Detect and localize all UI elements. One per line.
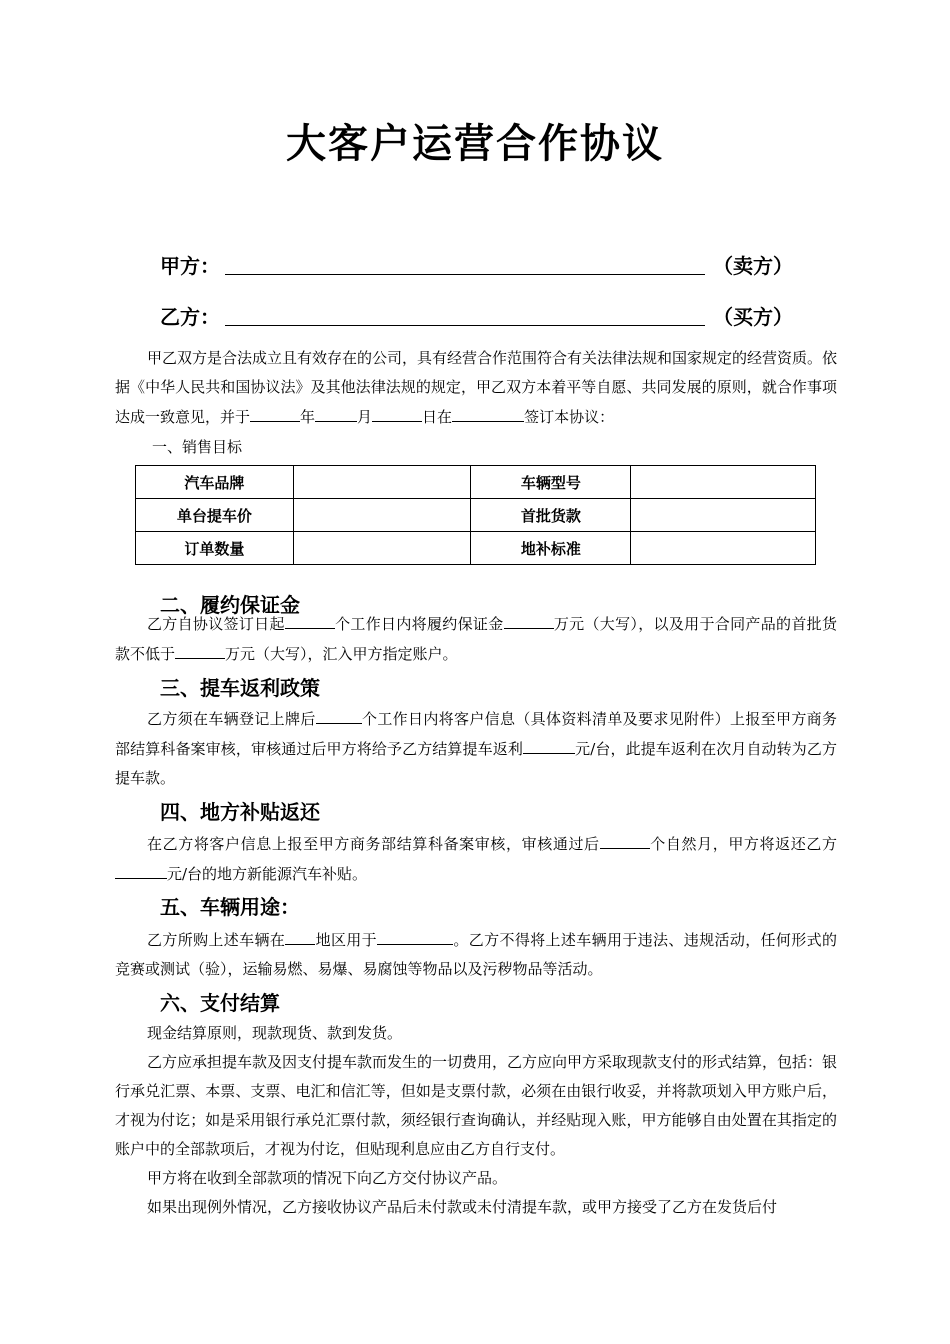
first-payment-blank[interactable] (175, 639, 225, 659)
section6-paragraph-1: 现金结算原则，现款现货、款到发货。 (147, 1024, 403, 1042)
day-blank[interactable] (372, 402, 422, 422)
party-a-role: （卖方） (713, 254, 793, 278)
party-b-blank[interactable] (225, 325, 705, 326)
table-cell-value[interactable] (293, 466, 471, 499)
section6-paragraph-4: 如果出现例外情况，乙方接收协议产品后未付款或未付清提车款，或甲方接受了乙方在发货后付 (147, 1198, 778, 1216)
table-row (136, 532, 816, 565)
section5-text-1: 乙方所购上述车辆在 (147, 931, 286, 949)
section6-heading: 六、支付结算 (160, 991, 280, 1015)
intro-text-1: 甲乙双方是合法成立且有效存在的公司，具有经营合作范围符合有关法律法规和国家规定的经营资质。依据《中华人民共和国协议法》及其他法律法规的规定，甲乙双方本着平等自愿、共同发展的原则，就合作事项达成一致意见，并于 (115, 349, 838, 426)
section2-text-4: 万元（大写），汇入甲方指定账户。 (225, 645, 458, 663)
section2-text-3: 万元（大写），以及用于合同产品的首批货款不低于 (115, 615, 837, 663)
sales-target-table (135, 465, 816, 565)
intro-month-label: 月 (357, 408, 373, 426)
section4-text-3: 元/台的地方新能源汽车补贴。 (167, 865, 368, 883)
region-blank[interactable] (285, 925, 315, 945)
party-b-role: （买方） (713, 305, 793, 329)
party-b-row (160, 301, 800, 333)
months-blank[interactable] (600, 829, 650, 849)
section5-text-3: 。乙方不得将上述车辆用于违法、违规活动，任何形式的竞赛或测试（验），运输易燃、易爆、易腐蚀等物品以及污秽物品等活动。 (115, 931, 837, 978)
table-cell-label: 地补标准 (471, 532, 631, 565)
table-cell-label: 汽车品牌 (136, 466, 294, 499)
section3-paragraph (115, 704, 837, 793)
month-blank[interactable] (315, 402, 357, 422)
section5-heading: 五、车辆用途： (160, 895, 300, 919)
rebate-blank[interactable] (523, 734, 575, 754)
section5-paragraph (115, 925, 837, 984)
workdays-blank[interactable] (285, 609, 335, 629)
section3-text-3: 元/台，此提车返利在次月自动转为乙方提车款。 (115, 740, 837, 787)
section6-paragraph-3: 甲方将在收到全部款项的情况下向乙方交付协议产品。 (147, 1169, 508, 1187)
table-row (136, 499, 816, 532)
table-cell-value[interactable] (293, 499, 471, 532)
section4-paragraph (115, 829, 837, 889)
party-b-label: 乙方： (160, 305, 220, 329)
party-a-blank[interactable] (225, 274, 705, 275)
section2-text-1: 乙方自协议签订日起 (147, 615, 285, 633)
intro-day-label: 日在 (422, 408, 453, 426)
section1-heading: 一、销售目标 (152, 438, 243, 456)
table-cell-label: 单台提车价 (136, 499, 294, 532)
section3-heading: 三、提车返利政策 (160, 676, 320, 700)
section2-heading: 二、履约保证金 (160, 593, 300, 617)
intro-paragraph (115, 344, 837, 432)
table-cell-value[interactable] (293, 532, 471, 565)
place-blank[interactable] (452, 402, 524, 422)
usage-blank[interactable] (377, 925, 453, 945)
table-row (136, 466, 816, 499)
section5-text-2: 地区用于 (315, 931, 378, 949)
intro-year-label: 年 (300, 408, 316, 426)
section4-heading: 四、地方补贴返还 (160, 800, 320, 824)
section2-paragraph (115, 609, 837, 669)
subsidy-blank[interactable] (115, 859, 167, 879)
party-a-label: 甲方： (160, 254, 220, 278)
document-title: 大客户运营合作协议 (286, 121, 664, 167)
deposit-blank[interactable] (504, 609, 554, 629)
section4-text-2: 个自然月，甲方将返还乙方 (649, 835, 837, 853)
section6-paragraph-2: 乙方应承担提车款及因支付提车款而发生的一切费用，乙方应向甲方采取现款支付的形式结算，包括：银行承兑汇票、本票、支票、电汇和信汇等，但如是支票付款，必须在由银行收妥，并将款项划入甲方账户后，才视为付讫；如是采用银行承兑汇票付款，须经银行查询确认，并经贴现入账，甲方能够自由处置在其指定的账户中的全部款项后，才视为付讫，但贴现利息应由乙方自行支付。 (115, 1053, 838, 1158)
table-cell-value[interactable] (631, 532, 816, 565)
section4-text-1: 在乙方将客户信息上报至甲方商务部结算科备案审核，审核通过后 (147, 835, 600, 853)
section2-text-2: 个工作日内将履约保证金 (334, 615, 504, 633)
table-cell-label: 订单数量 (136, 532, 294, 565)
year-blank[interactable] (250, 402, 300, 422)
section3-text-2: 个工作日内将客户信息（具体资料清单及要求见附件）上报至甲方商务部结算科备案审核，审核通过后甲方将给予乙方结算提车返利 (115, 710, 837, 758)
report-days-blank[interactable] (316, 704, 362, 724)
party-a-row (160, 250, 800, 282)
table-cell-value[interactable] (631, 499, 816, 532)
section3-text-1: 乙方须在车辆登记上牌后 (147, 710, 316, 728)
table-cell-label: 车辆型号 (471, 466, 631, 499)
table-cell-value[interactable] (631, 466, 816, 499)
intro-text-end: 签订本协议： (524, 408, 615, 426)
table-cell-label: 首批货款 (471, 499, 631, 532)
